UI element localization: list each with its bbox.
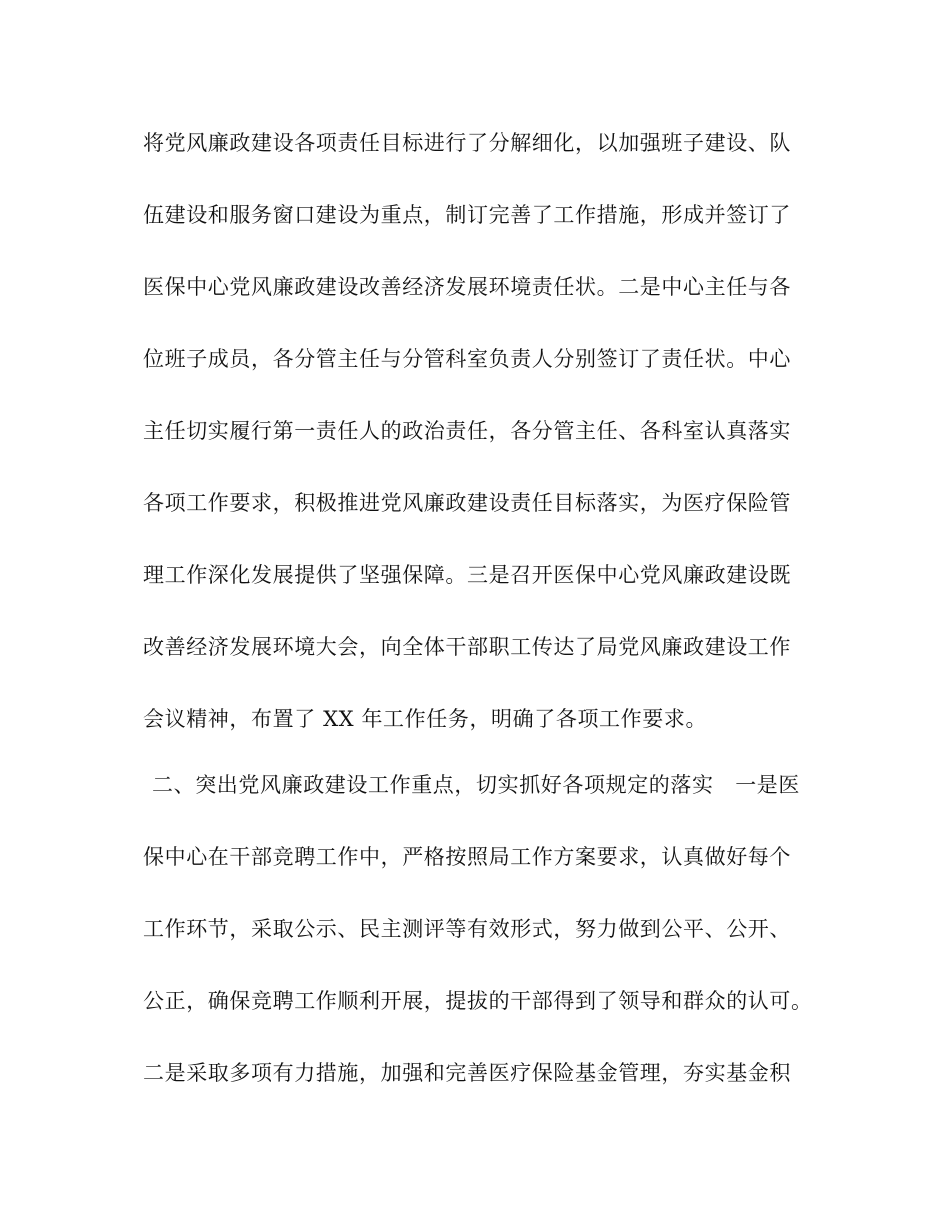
text-line: 二是采取多项有力措施，加强和完善医疗保险基金管理，夯实基金积 (143, 1061, 791, 1085)
text-line: 理工作深化发展提供了坚强保障。三是召开医保中心党风廉政建设既 (143, 563, 791, 587)
section-heading-line: 二、突出党风廉政建设工作重点，切实抓好各项规定的落实 一是医 (152, 773, 800, 797)
text-line: 将党风廉政建设各项责任目标进行了分解细化，以加强班子建设、队 (143, 131, 791, 155)
text-line: 保中心在干部竞聘工作中，严格按照局工作方案要求，认真做好每个 (143, 845, 791, 869)
text-line: 各项工作要求，积极推进党风廉政建设责任目标落实，为医疗保险管 (143, 491, 791, 515)
text-line: 医保中心党风廉政建设改善经济发展环境责任状。二是中心主任与各 (143, 275, 791, 299)
text-line: 工作环节，采取公示、民主测评等有效形式，努力做到公平、公开、 (143, 917, 791, 941)
text-line: 主任切实履行第一责任人的政治责任，各分管主任、各科室认真落实 (143, 419, 791, 443)
text-line: 会议精神，布置了 XX 年工作任务，明确了各项工作要求。 (143, 707, 708, 731)
text-line: 公正，确保竞聘工作顺利开展，提拔的干部得到了领导和群众的认可。 (143, 989, 813, 1013)
text-line: 伍建设和服务窗口建设为重点，制订完善了工作措施，形成并签订了 (143, 203, 791, 227)
text-line: 位班子成员，各分管主任与分管科室负责人分别签订了责任状。中心 (143, 347, 791, 371)
text-line: 改善经济发展环境大会，向全体干部职工传达了局党风廉政建设工作 (143, 635, 791, 659)
